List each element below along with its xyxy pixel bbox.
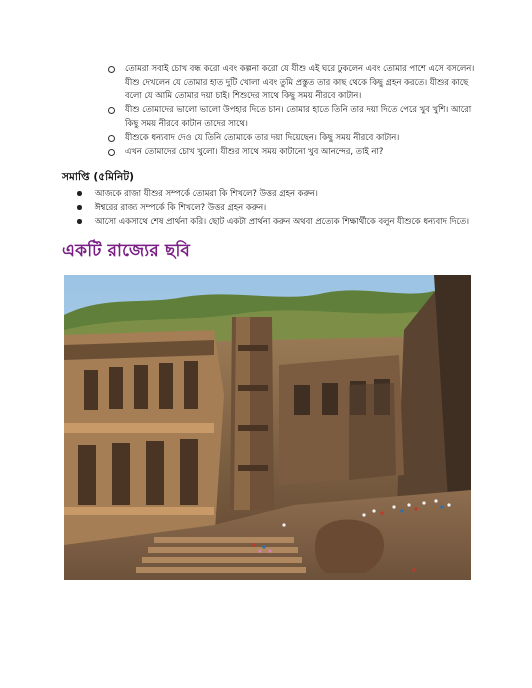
conclusion-title: সমাপ্তি (৫মিনিট) xyxy=(62,171,134,183)
circle-list-item: যীশু তোমাদের ভালো ভালো উপহার দিতে চান। তোমার হাতে তিনি তার দয়া দিতে পেরে খুব খুশি। আরো কিছু সময় নীরবে কাটান তাদের সাথে। xyxy=(106,103,476,130)
section-heading: একটি রাজ্যের ছবি xyxy=(62,241,191,261)
rock-cut-temple-photo xyxy=(64,275,471,580)
circle-list-item: তোমরা সবাই চোখ বন্ধ করো এবং কল্পনা করো যে যীশু এই ঘরে ঢুকলেন এবং তোমার পাশে এসে বসলেন। যীশু দেখলেন যে তোমার হাত দুটি খোলা এবং তুমি প্রস্তুত তার কাছ থেকে কিছু গ্রহন করতে। যীশুর কাছে বলো যে আমি তোমার দয়া চাই। শিশুদের সাথে কিছু সময় নীরবে কাটান। xyxy=(106,62,476,103)
bullet-list-item: আসো একসাথে শেষ প্রার্থনা করি। ছোট একটা প্রার্থনা করুন অথবা প্রত্যেক শিক্ষার্থীকে বলুন যীশুকে ধন্যবাদ দিতে। xyxy=(75,215,475,229)
bullet-list-item: ঈশ্বরের রাজ্য সম্পর্কে কি শিখলে? উত্তর গ্রহন করুন। xyxy=(75,201,475,215)
conclusion-bullet-list xyxy=(75,187,475,230)
circle-list-item: এখন তোমাদের চোখ খুলো। যীশুর সাথে সময় কাটানো খুব আনন্দের, তাই না? xyxy=(106,145,476,159)
circle-list-item: যীশুকে ধন্যবাদ দেও যে তিনি তোমাকে তার দয়া দিয়েছেন। কিছু সময় নীরবে কাটান। xyxy=(106,131,476,145)
activity-circle-list xyxy=(106,62,476,160)
bullet-list-item: আজকে রাজা যীশুর সম্পর্কে তোমরা কি শিখলে? উত্তর গ্রহন করুন। xyxy=(75,187,475,201)
